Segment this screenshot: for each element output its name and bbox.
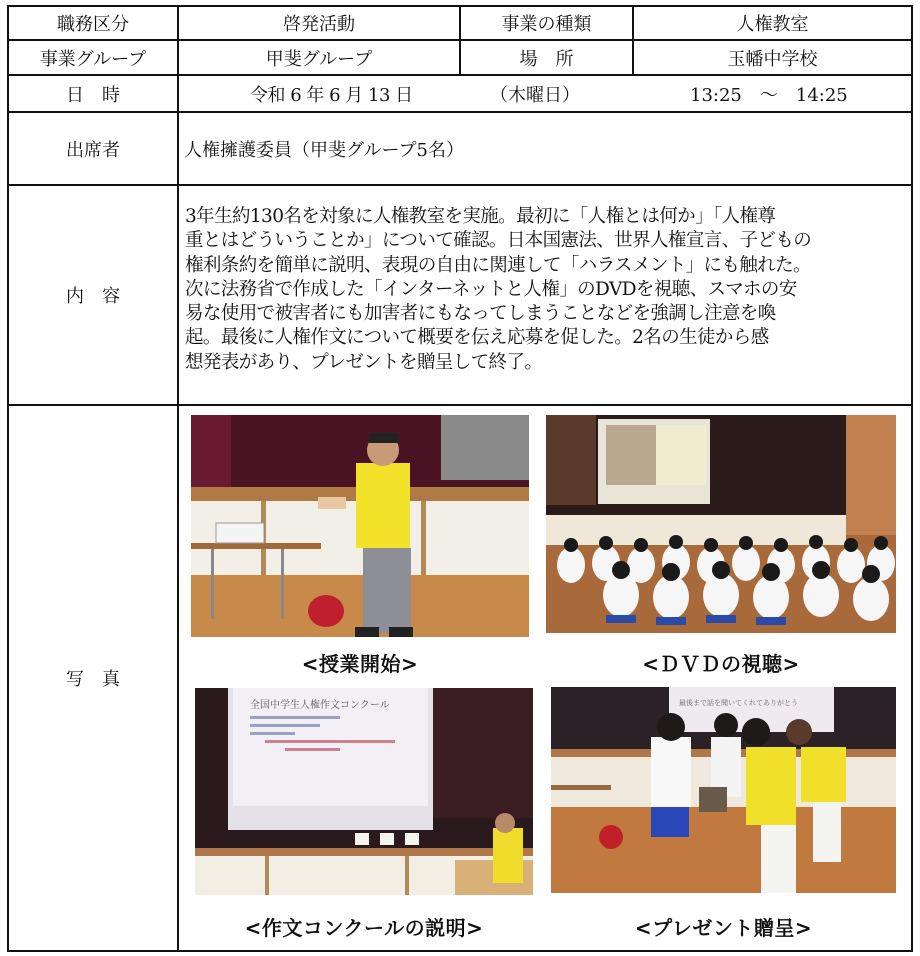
content-line: 易な使用で被害者にも加害者にもなってしまうことなどを強調し注意を喚 <box>185 303 776 325</box>
label-photos: 写 真 <box>66 669 120 690</box>
photo-class-start-image <box>191 415 529 637</box>
value-attendees: 人権擁護委員（甲斐グループ5名） <box>184 139 465 161</box>
value-project-type: 人権教室 <box>736 14 809 35</box>
value-date: 令和 6 年 6 月 13 日 <box>250 84 413 106</box>
photo-gift-presentation-image <box>551 687 896 893</box>
label-content: 内 容 <box>66 286 120 307</box>
content-line: 重とはどういうことか」について確認。日本国憲法、世界人権宣言、子どもの <box>185 230 812 252</box>
column-divider <box>177 5 179 952</box>
value-job-category: 啓発活動 <box>283 14 355 35</box>
content-line: 想発表があり、プレゼントを贈呈して終了。 <box>185 351 543 373</box>
caption-gift-presentation: <プレゼント贈呈> <box>634 916 813 940</box>
label-job-category: 職務区分 <box>57 14 129 35</box>
photo-dvd-viewing-image <box>546 415 896 633</box>
slide-title: 全国中学生人権作文コンクール <box>250 700 390 711</box>
photo-essay-contest <box>195 688 533 895</box>
caption-dvd-viewing: <ＤＶＤの視聴> <box>642 652 800 676</box>
label-project-group: 事業グループ <box>39 48 147 70</box>
label-attendees: 出席者 <box>66 139 120 161</box>
value-location: 玉幡中学校 <box>727 48 818 70</box>
label-datetime: 日 時 <box>66 84 120 106</box>
value-project-group: 甲斐グループ <box>265 48 373 70</box>
slide-text: 最後まで話を聞いてくれてありがとう <box>679 699 798 707</box>
value-weekday: （木曜日） <box>490 84 580 106</box>
label-location: 場 所 <box>519 48 574 70</box>
content-line: 権利条約を簡単に説明、表現の自由に関連して「ハラスメント」にも触れた。 <box>185 254 811 276</box>
content-line: 次に法務省で作成した「インターネットと人権」のDVDを視聴、スマホの安 <box>185 278 797 300</box>
photo-class-start <box>191 415 529 637</box>
photo-dvd-viewing <box>546 415 896 633</box>
value-time: 13:25 ～ 14:25 <box>690 84 848 106</box>
content-paragraph <box>185 205 915 375</box>
label-project-type: 事業の種類 <box>501 14 592 35</box>
content-line: 起。最後に人権作文について概要を伝え応募を促した。2名の生徒から感 <box>185 327 769 349</box>
photo-gift-presentation <box>551 687 896 893</box>
caption-essay-contest: <作文コンクールの説明> <box>244 916 484 940</box>
content-line: 3年生約130名を対象に人権教室を実施。最初に「人権とは何か」「人権尊 <box>185 206 776 227</box>
photo-essay-contest-image <box>195 688 533 895</box>
caption-class-start: <授業開始> <box>301 652 419 676</box>
